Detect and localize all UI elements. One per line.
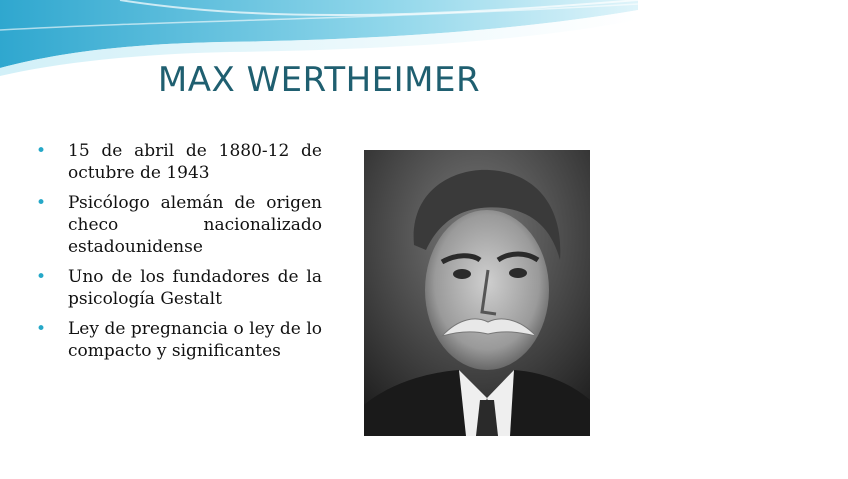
bullet-list — [30, 140, 322, 370]
slide-title: MAX WERTHEIMER — [157, 60, 481, 100]
bullet-item — [30, 192, 322, 258]
bullet-dot-icon: • — [36, 319, 47, 339]
bullet-dot-icon: • — [36, 193, 47, 213]
bullet-text: Ley de pregnancia o ley de lo compacto y significantes — [68, 319, 322, 361]
bullet-text: Psicólogo alemán de origen checo nacionalizado estadounidense — [68, 193, 322, 257]
bullet-item — [30, 140, 322, 184]
bullet-dot-icon: • — [36, 267, 47, 287]
bullet-text: Uno de los fundadores de la psicología Gestalt — [68, 267, 322, 309]
bullet-dot-icon: • — [36, 141, 47, 161]
portrait-photo — [364, 150, 848, 436]
bullet-item — [30, 266, 322, 310]
bullet-text: 15 de abril de 1880-12 de octubre de 1943 — [68, 141, 322, 183]
photo-watermark: visualphotos.com — [734, 302, 848, 317]
portrait-illustration — [364, 150, 590, 436]
bullet-item — [30, 318, 322, 362]
